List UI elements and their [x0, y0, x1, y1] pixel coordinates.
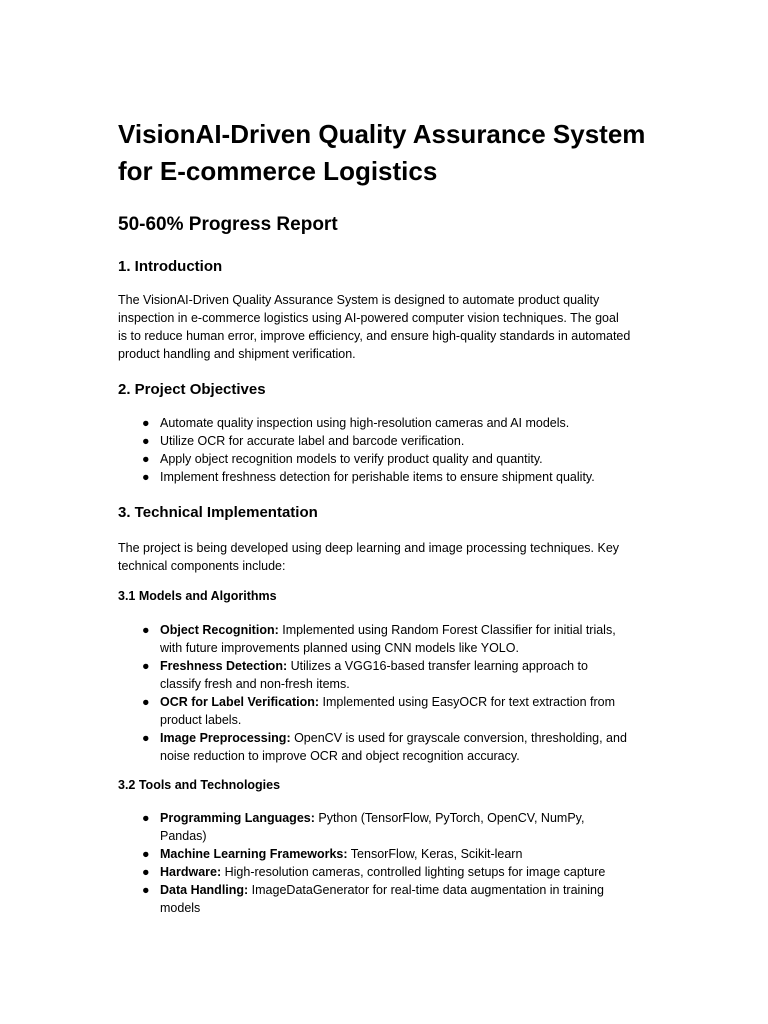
list-item: [118, 468, 595, 486]
document-title: VisionAI-Driven Quality Assurance System for E-commerce Logistics: [118, 119, 646, 186]
bullet-icon: ●: [142, 865, 150, 879]
item-term: Hardware:: [160, 865, 222, 879]
list-item: [118, 432, 595, 450]
document-subtitle: 50-60% Progress Report: [118, 214, 338, 235]
item-term: Data Handling:: [160, 883, 249, 897]
list-item: [118, 657, 627, 693]
list-item: [118, 450, 595, 468]
list-item: [118, 809, 605, 845]
list-item: [118, 863, 605, 881]
bullet-icon: ●: [142, 731, 150, 745]
item-term: Programming Languages:: [160, 811, 315, 825]
item-term: Image Preprocessing:: [160, 731, 291, 745]
objectives-heading: 2. Project Objectives: [118, 381, 266, 398]
introduction-paragraph: The VisionAI-Driven Quality Assurance System is designed to automate product quality inspection in e-commerce logistics using AI-powered computer vision techniques. The goal is to reduce human error, improve efficiency, and ensure high-quality standards in automated product handling and shipment verification.: [118, 293, 631, 361]
item-description: Utilizes a VGG16-based transfer learning approach to classify fresh and non-fresh items.: [160, 659, 588, 691]
bullet-icon: ●: [142, 659, 150, 673]
item-description: Implemented using Random Forest Classifier for initial trials, with future improvements planned using CNN models like YOLO.: [160, 623, 616, 655]
item-description: Python (TensorFlow, PyTorch, OpenCV, NumPy, Pandas): [160, 811, 585, 843]
objective-text: Implement freshness detection for perishable items to ensure shipment quality.: [160, 470, 595, 484]
models-list: [118, 621, 627, 765]
item-description: TensorFlow, Keras, Scikit-learn: [347, 847, 523, 861]
tools-list: [118, 809, 605, 917]
item-term: OCR for Label Verification:: [160, 695, 320, 709]
item-description: High-resolution cameras, controlled lighting setups for image capture: [221, 865, 606, 879]
list-item: [118, 414, 595, 432]
bullet-icon: ●: [142, 847, 150, 861]
list-item: [118, 729, 627, 765]
item-description: Implemented using EasyOCR for text extraction from product labels.: [160, 695, 616, 727]
tools-heading: 3.2 Tools and Technologies: [118, 778, 281, 792]
implementation-paragraph: The project is being developed using deep learning and image processing techniques. Key technical components include:: [118, 541, 620, 573]
list-item: [118, 621, 627, 657]
objective-text: Utilize OCR for accurate label and barcode verification.: [160, 434, 465, 448]
bullet-icon: ●: [142, 811, 150, 825]
bullet-icon: ●: [142, 452, 150, 466]
list-item: [118, 845, 605, 863]
objective-text: Automate quality inspection using high-resolution cameras and AI models.: [160, 416, 570, 430]
objectives-list: [118, 414, 595, 486]
list-item: [118, 881, 605, 917]
objective-text: Apply object recognition models to verify product quality and quantity.: [160, 452, 543, 466]
bullet-icon: ●: [142, 434, 150, 448]
item-description: ImageDataGenerator for real-time data augmentation in training models: [160, 883, 604, 915]
bullet-icon: ●: [142, 470, 150, 484]
introduction-heading: 1. Introduction: [118, 258, 223, 275]
item-term: Machine Learning Frameworks:: [160, 847, 348, 861]
item-term: Object Recognition:: [160, 623, 279, 637]
bullet-icon: ●: [142, 416, 150, 430]
bullet-icon: ●: [142, 883, 150, 897]
implementation-heading: 3. Technical Implementation: [118, 504, 318, 521]
bullet-icon: ●: [142, 695, 150, 709]
item-term: Freshness Detection:: [160, 659, 288, 673]
list-item: [118, 693, 627, 729]
models-heading: 3.1 Models and Algorithms: [118, 589, 277, 603]
item-description: OpenCV is used for grayscale conversion, thresholding, and noise reduction to improve OCR and object recognition accuracy.: [160, 731, 627, 763]
bullet-icon: ●: [142, 623, 150, 637]
